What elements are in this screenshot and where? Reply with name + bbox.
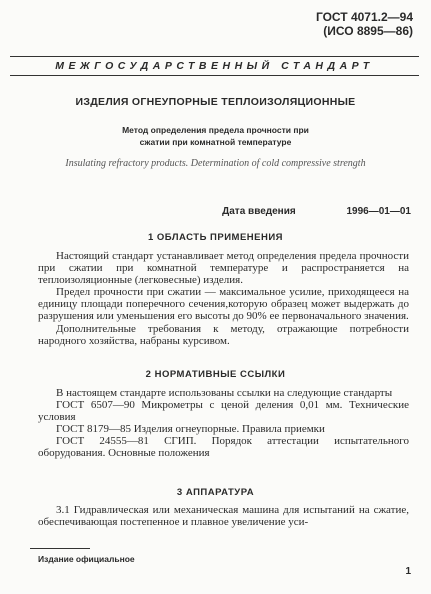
gost-code: ГОСТ 4071.2—94 — [315, 10, 413, 24]
section-1-paragraph-1: Настоящий стандарт устанавливает метод определения предела прочности при сжатии при комнатной температуре и распространяется на теплоизоляционные (легковесные) изделия. — [38, 250, 409, 287]
standard-type-banner: МЕЖГОСУДАРСТВЕННЫЙ СТАНДАРТ — [10, 56, 419, 76]
section-1-body — [38, 250, 409, 347]
section-1-paragraph-2: Предел прочности при сжатии — максимальное усилие, приходящееся на единицу площади поперечного сечения,которую образец может выдержать до разрушения или уменьшения его высоты до 90% ее первоначального значения. — [38, 286, 409, 323]
iso-code: (ИСО 8895—86) — [323, 24, 413, 38]
section-3-body — [38, 504, 409, 528]
footer-divider — [30, 548, 90, 549]
standard-code-block — [316, 10, 413, 38]
introduction-date — [222, 206, 411, 217]
introduction-date-label: Дата введения — [222, 206, 296, 217]
english-title: Insulating refractory products. Determination of cold compressive strength — [65, 158, 366, 169]
method-subtitle — [100, 124, 331, 148]
section-2-body — [38, 387, 409, 460]
section-2-paragraph-1: В настоящем стандарте использованы ссылки на следующие стандарты — [56, 387, 393, 399]
section-2-heading: 2 НОРМАТИВНЫЕ ССЫЛКИ — [145, 369, 286, 380]
section-1-paragraph-3: Дополнительные требования к методу, отражающие потребности народного хозяйства, набраны курсивом. — [38, 322, 409, 347]
section-2-reference-3: ГОСТ 24555—81 СГИП. Порядок аттестации испытательного оборудования. Основные положения — [38, 435, 409, 460]
section-3-paragraph-1: 3.1 Гидравлическая или механическая машина для испытаний на сжатие, обеспечивающая постепенное и плавное увеличение уси- — [38, 504, 409, 529]
introduction-date-value: 1996—01—01 — [346, 206, 411, 217]
edition-note: Издание официальное — [38, 554, 135, 564]
method-line-1: Метод определения предела прочности при — [122, 125, 309, 135]
section-3-heading: 3 АППАРАТУРА — [176, 487, 255, 498]
document-title: ИЗДЕЛИЯ ОГНЕУПОРНЫЕ ТЕПЛОИЗОЛЯЦИОННЫЕ — [75, 96, 356, 108]
section-2-reference-2: ГОСТ 8179—85 Изделия огнеупорные. Правила приемки — [56, 423, 325, 436]
method-line-2: сжатии при комнатной температуре — [139, 137, 292, 147]
page-number: 1 — [405, 566, 411, 577]
section-1-heading: 1 ОБЛАСТЬ ПРИМЕНЕНИЯ — [147, 232, 284, 243]
section-2-reference-1: ГОСТ 6507—90 Микрометры с ценой деления 0,01 мм. Технические условия — [38, 399, 409, 424]
